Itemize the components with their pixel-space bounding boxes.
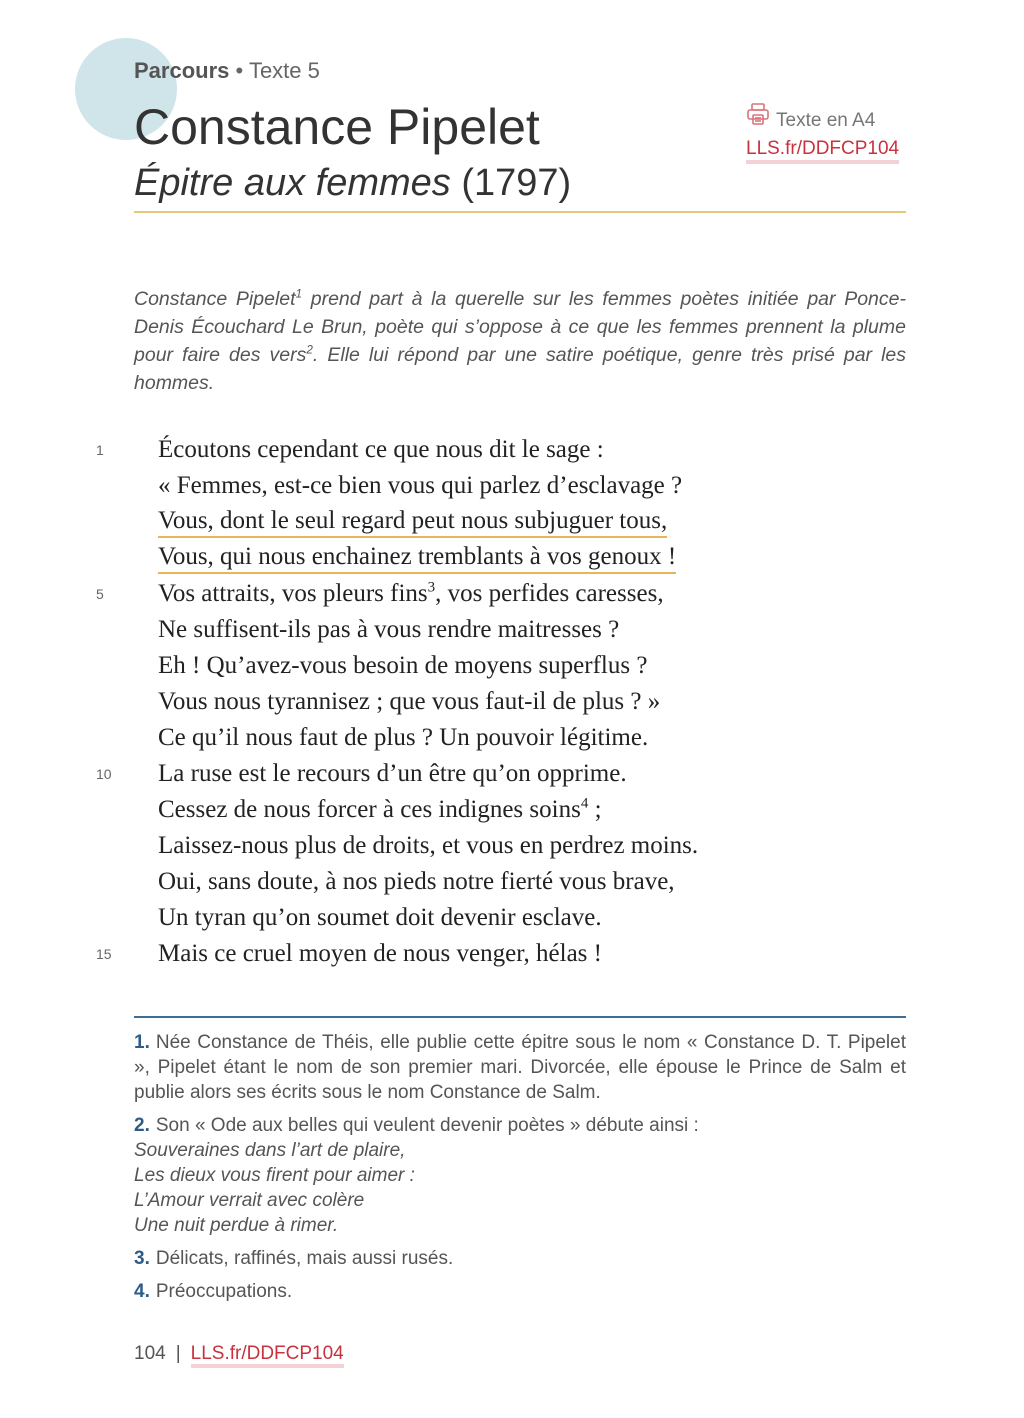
footnote-ref[interactable]: 4: [580, 795, 589, 812]
print-label: Texte en A4: [776, 110, 876, 131]
author-title: Constance Pipelet: [134, 99, 540, 155]
quoted-verse: Souveraines dans l’art de plaire,: [134, 1140, 406, 1161]
verse-text: [158, 648, 647, 684]
poem-line: [0, 900, 1024, 936]
verse-part: « Femmes, est-ce bien vous qui parlez d’esclavage ?: [158, 472, 683, 499]
footnote-number: 2.: [134, 1115, 150, 1136]
footnote-ref[interactable]: 3: [427, 579, 436, 596]
verse-text: [158, 432, 604, 468]
verse-part: Vous, qui nous enchainez tremblants à vos genoux !: [158, 543, 677, 570]
footnote: [134, 1246, 906, 1271]
intro-text: Constance Pipelet: [134, 288, 296, 310]
quoted-verse: L’Amour verrait avec colère: [134, 1190, 365, 1211]
verse-text: [158, 756, 627, 792]
footnote-number: 4.: [134, 1281, 150, 1302]
footnote-text: Son « Ode aux belles qui veulent devenir poètes » débute ainsi :: [155, 1115, 699, 1136]
verse-part: Laissez-nous plus de droits, et vous en perdrez moins.: [158, 832, 699, 859]
poem-line: [0, 612, 1024, 648]
work-title: [134, 162, 571, 205]
footer-link[interactable]: LLS.fr/DDFCP104: [191, 1343, 344, 1368]
verse-part: Cessez de nous forcer à ces indignes soins: [158, 796, 581, 823]
footnote-number: 1.: [134, 1032, 150, 1053]
verse-part: ;: [588, 796, 602, 823]
verse-text: [158, 684, 660, 720]
poem-line: [0, 540, 1024, 576]
notes-divider: [134, 1016, 906, 1018]
verse-text: [158, 468, 682, 504]
poem-line: [0, 756, 1024, 792]
footnote-text: Préoccupations.: [155, 1281, 293, 1302]
line-number: 1: [96, 442, 104, 458]
bullet-separator: •: [235, 58, 244, 83]
printer-icon[interactable]: [746, 113, 770, 130]
verse-text: [158, 542, 676, 574]
intro-paragraph: [134, 285, 906, 397]
footnote-ref[interactable]: 1: [295, 287, 303, 301]
poem-line: [0, 684, 1024, 720]
verse-text: [158, 864, 675, 900]
footer-separator: |: [175, 1343, 181, 1364]
verse-part: Vous nous tyrannisez ; que vous faut-il de plus ? »: [158, 688, 661, 715]
verse-part: Eh ! Qu’avez-vous besoin de moyens superflus ?: [158, 652, 648, 679]
poem-line: [0, 576, 1024, 612]
verse-part: Vos attraits, vos pleurs fins: [158, 580, 428, 607]
poem-line: [0, 792, 1024, 828]
footnote-text: Délicats, raffinés, mais aussi rusés.: [155, 1248, 454, 1269]
poem: [0, 432, 1024, 972]
poem-line: [0, 504, 1024, 540]
poem-line: [0, 936, 1024, 972]
verse-text: [158, 576, 664, 612]
line-number: 5: [96, 586, 104, 602]
verse-text: [158, 720, 648, 756]
verse-part: Ce qu’il nous faut de plus ? Un pouvoir légitime.: [158, 724, 649, 751]
text-number: Texte 5: [248, 58, 320, 83]
footnote-number: 3.: [134, 1248, 150, 1269]
print-link-box: [746, 102, 899, 164]
poem-line: [0, 864, 1024, 900]
footnote: [134, 1030, 906, 1105]
section-label: Parcours: [134, 58, 230, 83]
poem-line: [0, 648, 1024, 684]
line-number: 15: [96, 946, 112, 962]
quoted-verse: Une nuit perdue à rimer.: [134, 1215, 339, 1236]
footnote: [134, 1279, 906, 1304]
intro-text: prend part à la querelle sur les femmes poètes initiée par Ponce-Denis Écouchard Le Brun, poète qui s’oppose à ce que les femmes prennent la plume pour faire des vers: [134, 288, 906, 366]
line-number: 10: [96, 766, 112, 782]
page-number: 104: [134, 1343, 166, 1364]
footnote: [134, 1113, 906, 1238]
verse-part: La ruse est le recours d’un être qu’on opprime.: [158, 760, 627, 787]
verse-part: Un tyran qu’on soumet doit devenir esclave.: [158, 904, 602, 931]
verse-part: Écoutons cependant ce que nous dit le sage :: [158, 436, 604, 463]
verse-text: [158, 792, 602, 828]
verse-text: [158, 612, 619, 648]
work-name: Épitre aux femmes: [134, 162, 451, 204]
print-url-link[interactable]: LLS.fr/DDFCP104: [746, 138, 899, 164]
poem-line: [0, 432, 1024, 468]
intro-text: . Elle lui répond par une satire poétique, genre très prisé par les hommes.: [134, 344, 907, 394]
work-year: (1797): [461, 162, 572, 204]
verse-text: [158, 828, 698, 864]
page-footer: [134, 1343, 344, 1365]
verse-part: , vos perfides caresses,: [435, 580, 664, 607]
verse-part: Mais ce cruel moyen de nous venger, hélas !: [158, 940, 602, 967]
footnote-ref[interactable]: 2: [306, 343, 313, 357]
poem-line: [0, 828, 1024, 864]
poem-line: [0, 468, 1024, 504]
verse-part: Ne suffisent-ils pas à vous rendre maitresses ?: [158, 616, 620, 643]
verse-part: Vous, dont le seul regard peut nous subjuguer tous,: [158, 507, 668, 534]
verse-text: [158, 900, 602, 936]
footnotes: [134, 1030, 906, 1312]
verse-part: Oui, sans doute, à nos pieds notre fierté vous brave,: [158, 868, 675, 895]
verse-text: [158, 936, 602, 972]
quoted-verse: Les dieux vous firent pour aimer :: [134, 1165, 415, 1186]
kicker: [134, 58, 320, 84]
verse-text: [158, 506, 667, 538]
poem-line: [0, 720, 1024, 756]
footnote-text: Née Constance de Théis, elle publie cette épitre sous le nom « Constance D. T. Pipelet », Pipelet étant le nom de son premier mari. Divorcée, elle épouse le Prince de Salm et publie alors ses écrits sous le nom Constance de Salm.: [134, 1032, 906, 1103]
title-divider: [134, 211, 906, 213]
